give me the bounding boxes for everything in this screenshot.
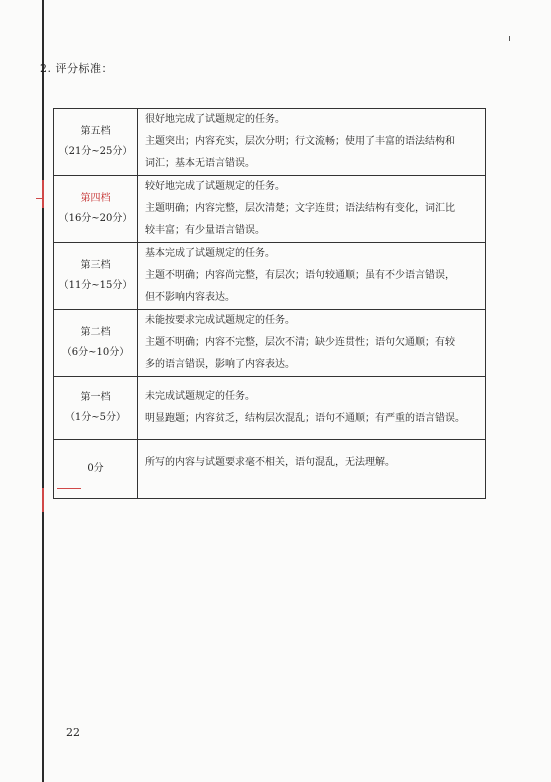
description-line: 较好地完成了试题规定的任务。 [145,181,285,192]
description-line: 很好地完成了试题规定的任务。 [145,114,285,125]
level-cell [54,176,138,243]
level-range: （11分~15分） [58,280,133,291]
level-range: （16分~20分） [58,213,133,224]
level-name: 第三档 [80,260,111,271]
left-binding-line [42,0,44,782]
level-range: （6分~10分） [61,347,130,358]
description-line: 主题突出；内容充实，层次分明；行文流畅；使用了丰富的语法结构和 [145,136,455,147]
level-name: 第五档 [80,126,111,137]
level-cell [54,440,138,499]
description-line: 多的语言错误，影响了内容表达。 [145,359,295,370]
description-cell [138,310,486,377]
description-line: 基本完成了试题规定的任务。 [145,248,275,259]
description-line: 但不影响内容表达。 [145,292,235,303]
description-cell [138,176,486,243]
description-line: 词汇；基本无语言错误。 [145,158,255,169]
section-heading: 2. 评分标准： [40,62,113,75]
description-line: 主题不明确；内容尚完整，有层次；语句较通顺；虽有不少语言错误， [145,270,455,281]
level-cell [54,243,138,310]
description-line: 较丰富；有少量语言错误。 [145,225,265,236]
description-line: 主题不明确；内容不完整，层次不清；缺少连贯性；语句欠通顺；有较 [145,337,455,348]
level-cell [54,377,138,440]
description-line: 所写的内容与试题要求毫不相关，语句混乱，无法理解。 [145,457,395,468]
table-row [54,440,486,499]
description-cell [138,243,486,310]
table-row [54,109,486,176]
page-number: 22 [66,726,80,739]
red-margin-tick [36,198,42,199]
level-name: 0分 [87,463,104,474]
level-name: 第四档 [80,193,111,204]
level-cell [54,109,138,176]
level-range: （21分~25分） [58,146,133,157]
table-row [54,176,486,243]
description-line: 未能按要求完成试题规定的任务。 [145,315,295,326]
level-cell [54,310,138,377]
red-margin-tick [57,488,81,489]
description-line: 未完成试题规定的任务。 [145,391,255,402]
table-row [54,243,486,310]
level-range: （1分~5分） [64,412,127,423]
red-margin-mark [42,488,44,512]
grading-criteria-table [53,108,486,499]
description-cell [138,440,486,499]
description-line: 明显跑题；内容贫乏，结构层次混乱；语句不通顺；有严重的语言错误。 [145,413,465,424]
description-line: 主题明确；内容完整，层次清楚；文字连贯；语法结构有变化，词汇比 [145,203,455,214]
red-margin-mark [42,180,44,208]
table-row [54,310,486,377]
description-cell [138,377,486,440]
description-cell [138,109,486,176]
level-name: 第一档 [80,392,111,403]
scan-speck [509,36,510,41]
level-name: 第二档 [80,327,111,338]
table-row [54,377,486,440]
